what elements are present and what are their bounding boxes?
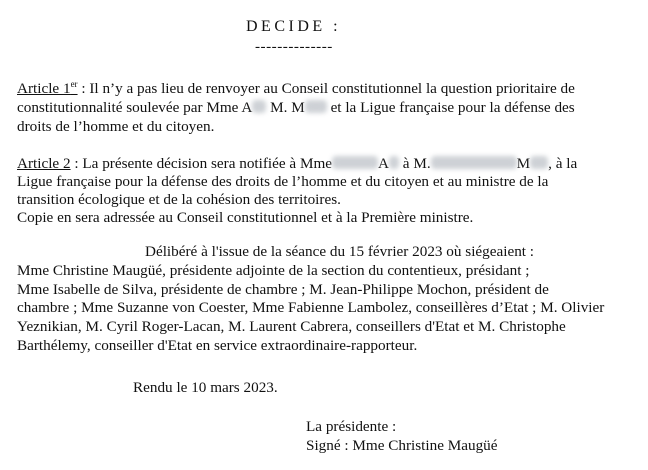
article-2-line-1: Article 2 : La présente décision sera notifiée à Mme A à M. M , à la	[17, 155, 578, 172]
article-2-line-2: Ligue française pour la défense des droits de l’homme et du citoyen et au ministre de la	[17, 173, 549, 190]
article-2-line-4: Copie en sera adressée au Conseil constitutionnel et à la Première ministre.	[17, 209, 474, 226]
article-2-line-3: transition écologique et de la cohésion des territoires.	[17, 191, 341, 208]
deliberation-line-3: Mme Isabelle de Silva, présidente de chambre ; M. Jean-Philippe Mochon, président de	[17, 281, 549, 298]
heading-rule: --------------	[255, 38, 333, 55]
signature-name: Signé : Mme Christine Maugüé	[306, 437, 498, 454]
deliberation-line-5: Yeznikian, M. Cyril Roger-Lacan, M. Laurent Cabrera, conseillers d'Etat et M. Christophe	[17, 318, 566, 335]
deliberation-line-2: Mme Christine Maugüé, présidente adjointe de la section du contentieux, présidant ;	[17, 262, 530, 279]
redacted-name	[431, 156, 517, 169]
redacted-name	[389, 156, 399, 169]
redacted-name	[305, 100, 327, 113]
article-1-line-1	[17, 80, 575, 98]
decision-heading: DECIDE :	[246, 18, 342, 35]
deliberation-line-4: chambre ; Mme Suzanne von Coester, Mme Fabienne Lambolez, conseillères d’Etat ; M. Olivier	[17, 299, 605, 316]
deliberation-line-6: Barthélemy, conseiller d'Etat en service extraordinaire-rapporteur.	[17, 337, 418, 354]
article-1-line-3: droits de l’homme et du citoyen.	[17, 118, 215, 135]
article-2-label: Article 2	[17, 155, 71, 172]
article-1-label: Article 1er	[17, 78, 78, 97]
article-1-text: : Il n’y a pas lieu de renvoyer au Conseil constitutionnel la question prioritaire de	[77, 80, 575, 97]
redacted-name	[530, 156, 548, 169]
redacted-name	[332, 156, 378, 169]
article-1-line-2: constitutionnalité soulevée par Mme A M. M et la Ligue française pour la défense des	[17, 99, 575, 116]
deliberation-line-1: Délibéré à l'issue de la séance du 15 février 2023 où siégeaient :	[145, 243, 535, 260]
rendu-date: Rendu le 10 mars 2023.	[133, 379, 278, 396]
signature-role: La présidente :	[306, 418, 397, 435]
redacted-name	[252, 100, 266, 113]
